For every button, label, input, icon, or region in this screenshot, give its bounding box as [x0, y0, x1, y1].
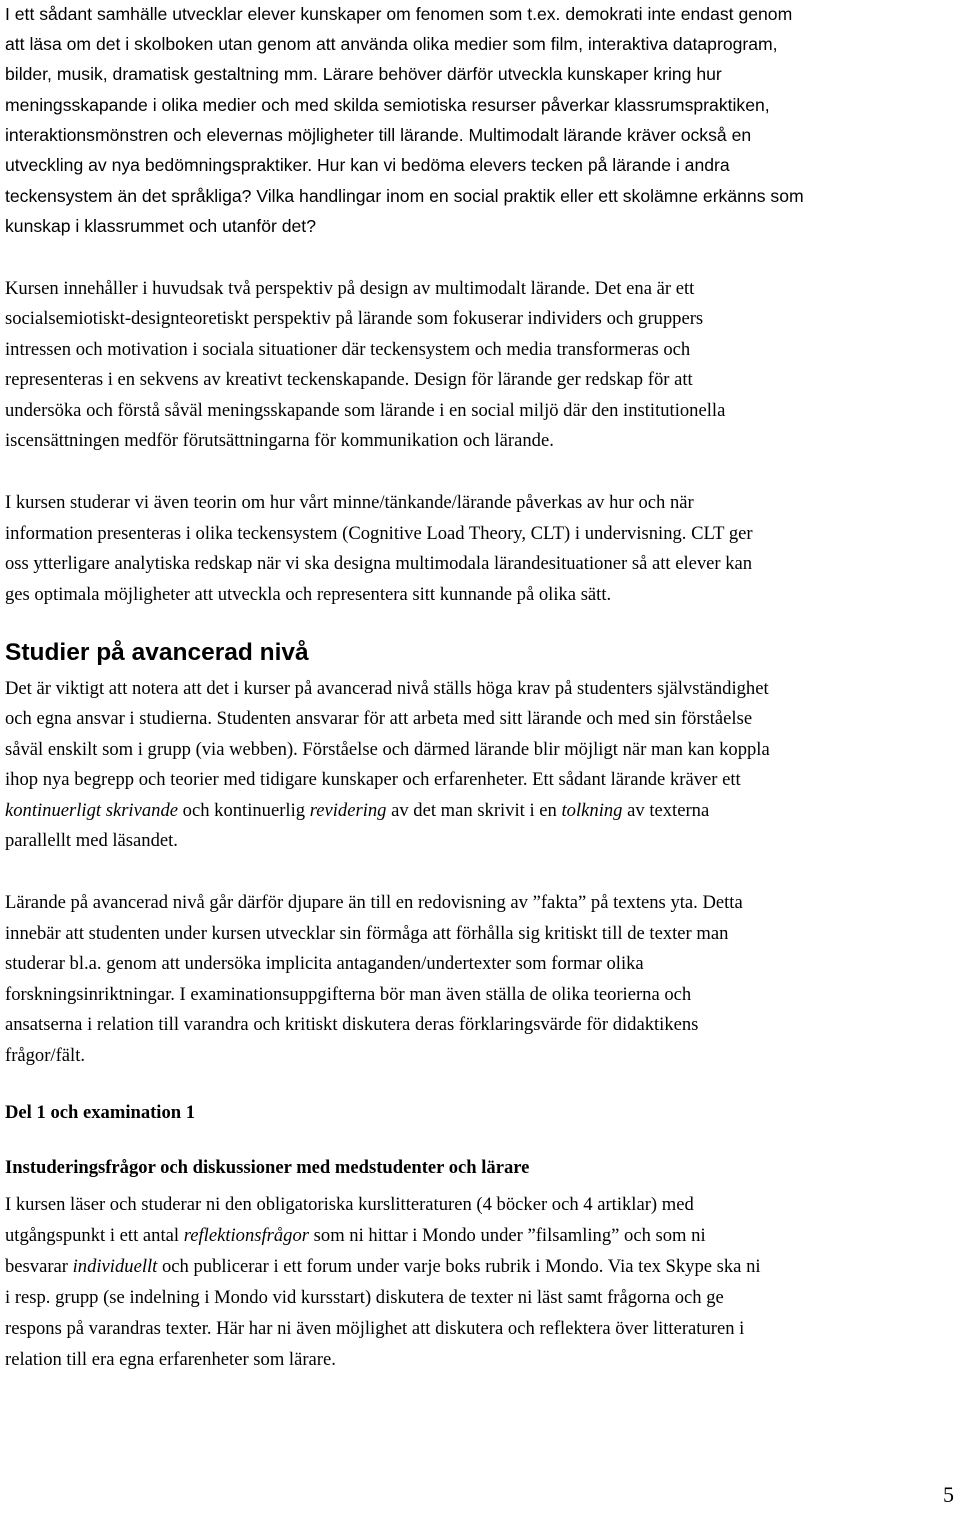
- paragraph-3-line-2: information presenteras i olika teckensystem (Cognitive Load Theory, CLT) i undervisning. CLT ger: [5, 523, 753, 544]
- paragraph-5-line-2: innebär att studenten under kursen utvecklar sin förmåga att förhålla sig kritiskt till de texter man: [5, 923, 729, 944]
- paragraph-1-line-7: teckensystem än det språkliga? Vilka handlingar inom en social praktik eller ett skolämne erkänns som: [5, 186, 804, 206]
- italic-term-continuous-writing: kontinuerligt skrivande: [5, 800, 178, 821]
- paragraph-1-line-4: meningsskapande i olika medier och med skilda semiotiska resurser påverkar klassrumspraktiken,: [5, 95, 770, 115]
- paragraph-1-line-1: I ett sådant samhälle utvecklar elever kunskaper om fenomen som t.ex. demokrati inte endast genom: [5, 4, 793, 24]
- paragraph-3-line-1: I kursen studerar vi även teorin om hur vårt minne/tänkande/lärande påverkas av hur och när: [5, 492, 694, 513]
- text-fragment: av det man skrivit i en: [386, 800, 562, 821]
- paragraph-5-line-4: forskningsinriktningar. I examinationsuppgifterna bör man även ställa de olika teorierna och: [5, 984, 692, 1005]
- paragraph-5-line-6: frågor/fält.: [5, 1045, 86, 1066]
- paragraph-1-line-6: utveckling av nya bedömningspraktiker. Hur kan vi bedöma elevers tecken på lärande i andra: [5, 155, 730, 175]
- text-fragment: som ni hittar i Mondo under ”filsamling” och som ni: [309, 1225, 706, 1246]
- page-number: 5: [943, 1482, 954, 1507]
- paragraph-1-line-2: att läsa om det i skolboken utan genom att använda olika medier som film, interaktiva dataprogram,: [5, 34, 778, 54]
- paragraph-5-line-1: Lärande på avancerad nivå går därför djupare än till en redovisning av ”fakta” på textens yta. Detta: [5, 892, 743, 913]
- paragraph-1-line-5: interaktionsmönstren och elevernas möjligheter till lärande. Multimodalt lärande kräver också en: [5, 125, 752, 145]
- italic-term-individually: individuellt: [72, 1256, 158, 1277]
- paragraph-1-line-3: bilder, musik, dramatisk gestaltning mm. Lärare behöver därför utveckla kunskaper kring hur: [5, 64, 722, 84]
- paragraph-4-line-3: såväl enskilt som i grupp (via webben). Förståelse och därmed lärande blir möjligt när man kan koppla: [5, 739, 770, 760]
- paragraph-6-line-5: respons på varandras texter. Här har ni även möjlighet att diskutera och reflektera över litteraturen i: [5, 1318, 745, 1339]
- paragraph-6-line-6: relation till era egna erfarenheter som lärare.: [5, 1349, 336, 1370]
- text-fragment: och kontinuerlig: [178, 800, 310, 821]
- paragraph-3-line-3: oss ytterligare analytiska redskap när vi ska designa multimodala lärandesituationer så att elever kan: [5, 553, 753, 574]
- paragraph-5-line-5: ansatserna i relation till varandra och kritiskt diskutera deras förklaringsvärde för didaktikens: [5, 1014, 699, 1035]
- text-fragment: utgångspunkt i ett antal: [5, 1225, 184, 1246]
- paragraph-4-line-5: [5, 796, 709, 826]
- italic-term-revision: revidering: [309, 800, 387, 821]
- paragraph-1-line-8: kunskap i klassrummet och utanför det?: [5, 216, 316, 236]
- paragraph-4-line-6: parallellt med läsandet.: [5, 830, 178, 851]
- paragraph-6-line-2: [5, 1221, 706, 1251]
- paragraph-6-line-1: I kursen läser och studerar ni den obligatoriska kurslitteraturen (4 böcker och 4 artiklar) med: [5, 1194, 694, 1215]
- paragraph-4-line-1: Det är viktigt att notera att det i kurser på avancerad nivå ställs höga krav på studenters självständighet: [5, 678, 769, 699]
- paragraph-2-line-2: socialsemiotiskt-designteoretiskt perspektiv på lärande som fokuserar individers och gruppers: [5, 308, 704, 329]
- section-heading-study-questions: Instuderingsfrågor och diskussioner med medstudenter och lärare: [5, 1157, 530, 1178]
- paragraph-2-line-1: Kursen innehåller i huvudsak två perspektiv på design av multimodalt lärande. Det ena är ett: [5, 278, 695, 299]
- paragraph-2-line-3: intressen och motivation i sociala situationer där teckensystem och media transformeras och: [5, 339, 691, 360]
- section-heading-advanced-studies: Studier på avancerad nivå: [5, 639, 309, 666]
- paragraph-2-line-6: iscensättningen medför förutsättningarna för kommunikation och lärande.: [5, 430, 554, 451]
- paragraph-5-line-3: studerar bl.a. genom att undersöka implicita antaganden/undertexter som formar olika: [5, 953, 644, 974]
- text-fragment: och publicerar i ett forum under varje boks rubrik i Mondo. Via tex Skype ska ni: [157, 1256, 761, 1277]
- paragraph-4-line-2: och egna ansvar i studierna. Studenten ansvarar för att arbeta med sitt lärande och med sin förståelse: [5, 708, 753, 729]
- paragraph-6-line-4: i resp. grupp (se indelning i Mondo vid kursstart) diskutera de texter ni läst samt frågorna och ge: [5, 1287, 724, 1308]
- paragraph-2-line-5: undersöka och förstå såväl meningsskapande som lärande i en social miljö där den institutionella: [5, 400, 726, 421]
- section-heading-part-1: Del 1 och examination 1: [5, 1102, 196, 1123]
- text-fragment: besvarar: [5, 1256, 73, 1277]
- italic-term-reflection-questions: reflektionsfrågor: [183, 1225, 310, 1246]
- paragraph-4-line-4: ihop nya begrepp och teorier med tidigare kunskaper och erfarenheter. Ett sådant lärande kräver ett: [5, 769, 741, 790]
- text-fragment: av texterna: [622, 800, 710, 821]
- italic-term-interpretation: tolkning: [561, 800, 623, 821]
- paragraph-3-line-4: ges optimala möjligheter att utveckla och representera sitt kunnande på olika sätt.: [5, 584, 612, 605]
- paragraph-2-line-4: representeras i en sekvens av kreativt teckenskapande. Design för lärande ger redskap för att: [5, 369, 693, 390]
- paragraph-6-line-3: [5, 1252, 761, 1282]
